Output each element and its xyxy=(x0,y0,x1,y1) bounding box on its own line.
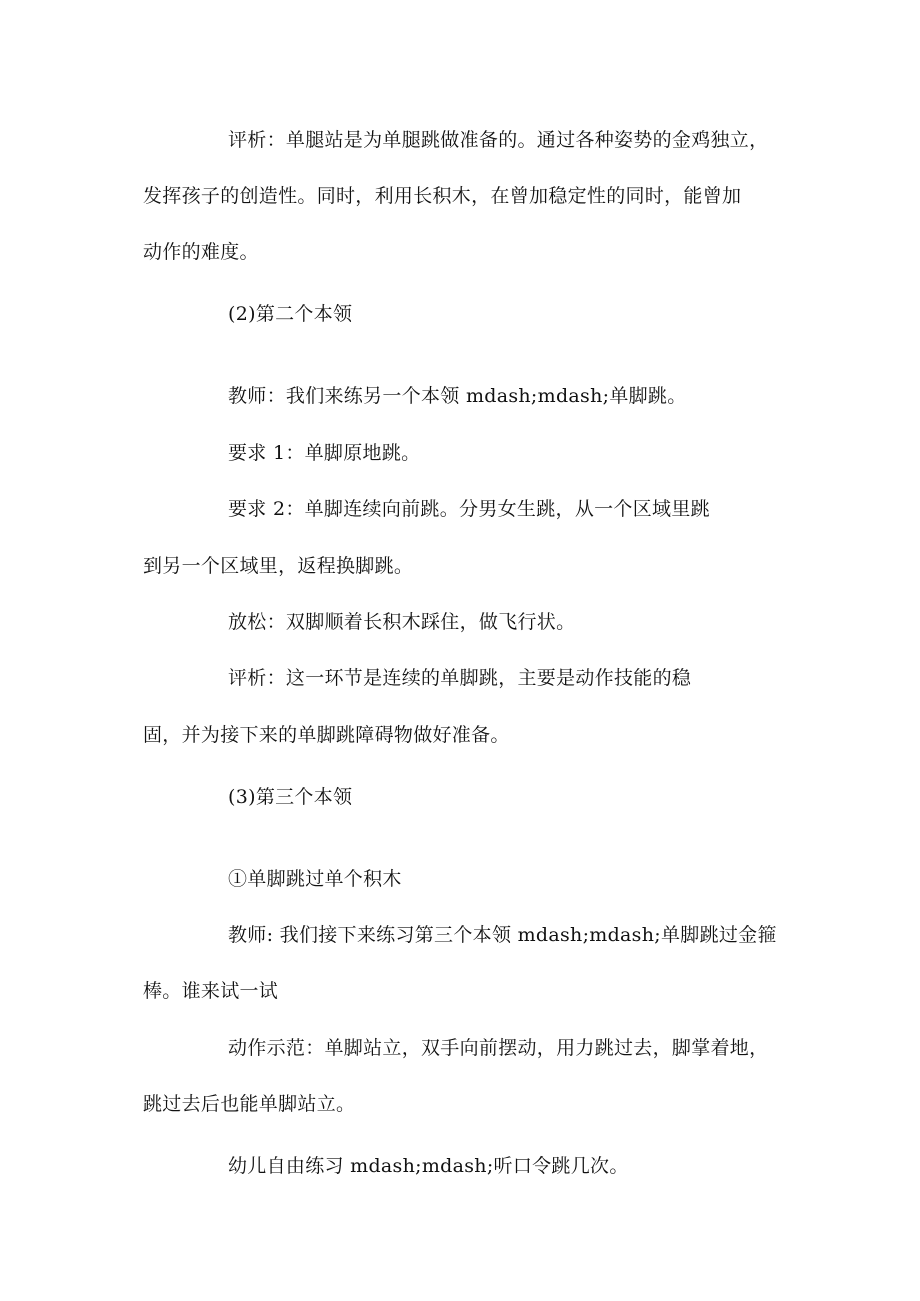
section-heading: (3)第三个本领 xyxy=(228,786,353,808)
subsection-heading: ①单脚跳过单个积木 xyxy=(228,868,402,890)
paragraph-line: 发挥孩子的创造性。同时，利用长积木，在曾加稳定性的同时，能曾加 xyxy=(143,185,742,207)
paragraph-line: 跳过去后也能单脚站立。 xyxy=(143,1093,356,1115)
paragraph-line: 放松：双脚顺着长积木踩住，做飞行状。 xyxy=(228,611,576,633)
paragraph-line: 动作的难度。 xyxy=(143,241,259,263)
paragraph-line: 教师: 我们接下来练习第三个本领 mdash;mdash;单脚跳过金箍 xyxy=(228,924,777,946)
paragraph-line: 固，并为接下来的单脚跳障碍物做好准备。 xyxy=(143,724,510,746)
paragraph-line: 评析：单腿站是为单腿跳做准备的。通过各种姿势的金鸡独立， xyxy=(228,129,769,151)
paragraph-line: 动作示范：单脚站立，双手向前摆动，用力跳过去，脚掌着地， xyxy=(228,1037,769,1059)
paragraph-line: 幼儿自由练习 mdash;mdash;听口令跳几次。 xyxy=(228,1155,629,1177)
paragraph-line: 教师：我们来练另一个本领 mdash;mdash;单脚跳。 xyxy=(228,385,687,407)
section-heading: (2)第二个本领 xyxy=(228,303,353,325)
paragraph-line: 要求 2：单脚连续向前跳。分男女生跳，从一个区域里跳 xyxy=(228,498,710,520)
paragraph-line: 评析：这一环节是连续的单脚跳，主要是动作技能的稳 xyxy=(228,667,692,689)
paragraph-line: 到另一个区域里，返程换脚跳。 xyxy=(143,555,414,577)
paragraph-line: 要求 1：单脚原地跳。 xyxy=(228,442,421,464)
paragraph-line: 棒。谁来试一试 xyxy=(143,980,279,1002)
